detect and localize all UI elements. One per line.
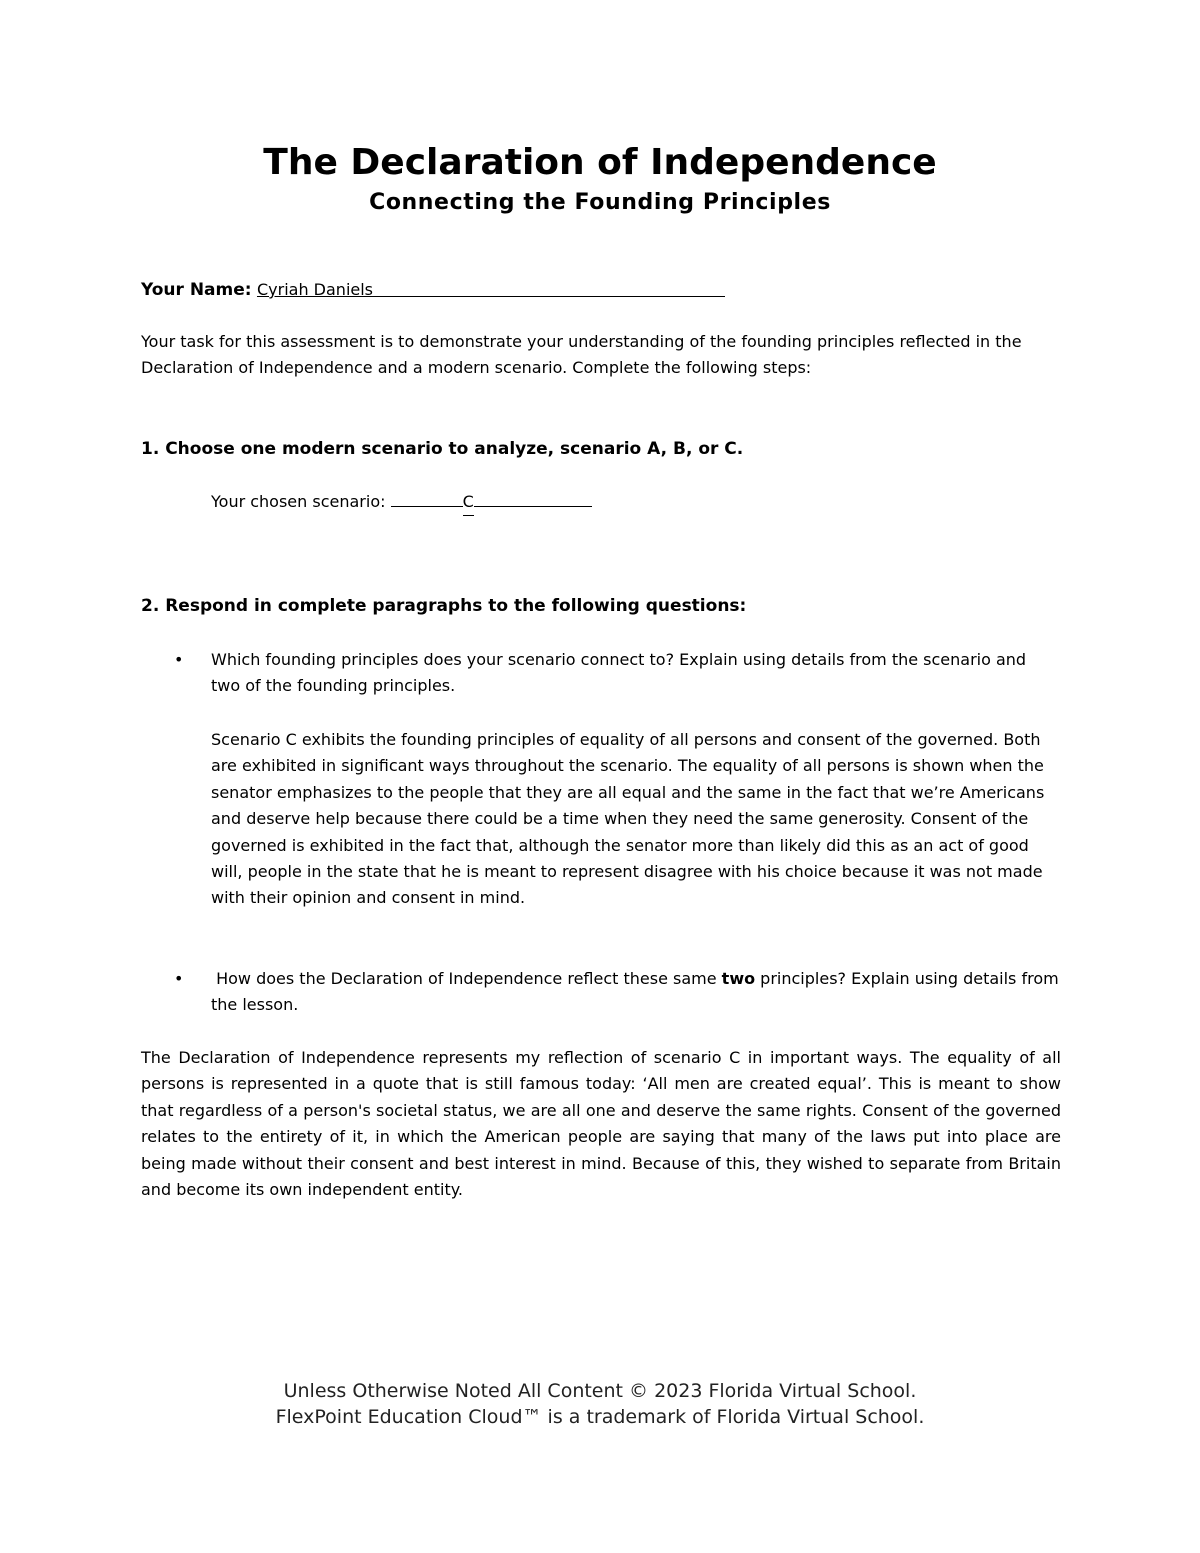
chosen-scenario-value: C: [463, 489, 474, 516]
name-label: Your Name:: [141, 280, 252, 300]
footer-trademark: FlexPoint Education Cloud™ is a trademark of Florida Virtual School.: [275, 1406, 925, 1428]
bullet-2: •: [174, 969, 184, 988]
question-2-emphasis: two: [721, 969, 756, 988]
footer: [0, 1378, 1200, 1430]
question-2-post: principles? Explain using details from the lesson.: [211, 969, 1059, 1015]
answer-2: The Declaration of Independence represents my reflection of scenario C in important ways. The equality of all persons is represented in a quote that is still famous today: ‘All men are created equal’. This is meant to show that regardless of a person's societal status, we are all one and deserve the same rights. Consent of the governed relates to the entirety of it, in which the American people are saying that many of the laws put into place are being made without their consent and best interest in mind. Because of this, they wished to separate from Britain and become its own independent entity.: [141, 1048, 1061, 1200]
bullet-1: •: [174, 650, 184, 669]
question-2: [211, 966, 1061, 1019]
step-2-heading: 2. Respond in complete paragraphs to the following questions:: [141, 596, 747, 616]
name-blank-line: [373, 295, 725, 297]
document-title: The Declaration of Independence: [263, 142, 937, 183]
question-1: Which founding principles does your scenario connect to? Explain using details from the scenario and two of the founding principles.: [211, 650, 1027, 696]
step-1-heading: 1. Choose one modern scenario to analyze, scenario A, B, or C.: [141, 439, 744, 459]
name-value: Cyriah Daniels: [256, 280, 374, 299]
name-row: [141, 277, 725, 303]
document-subtitle: Connecting the Founding Principles: [369, 190, 831, 215]
chosen-scenario-label: Your chosen scenario:: [211, 492, 386, 511]
intro-paragraph: Your task for this assessment is to demonstrate your understanding of the founding principles reflected in the Declaration of Independence and a modern scenario. Complete the following steps:: [141, 332, 1022, 378]
chosen-scenario-blank-right: [474, 488, 592, 507]
footer-copyright: Unless Otherwise Noted All Content © 2023 Florida Virtual School.: [283, 1380, 917, 1402]
answer-1: Scenario C exhibits the founding principles of equality of all persons and consent of the governed. Both are exhibited in significant ways throughout the scenario. The equality of all persons is shown when the senator emphasizes to the people that they are all equal and the same in the fact that we’re Americans and deserve help because there could be a time when they need the same generosity. Consent of the governed is exhibited in the fact that, although the senator more than likely did this as an act of good will, people in the state that he is meant to represent disagree with his choice because it was not made with their opinion and consent in mind.: [211, 730, 1045, 908]
chosen-scenario-row: [211, 488, 592, 516]
question-2-pre: How does the Declaration of Independence reflect these same: [216, 969, 722, 988]
chosen-scenario-blank-left: [391, 488, 463, 507]
